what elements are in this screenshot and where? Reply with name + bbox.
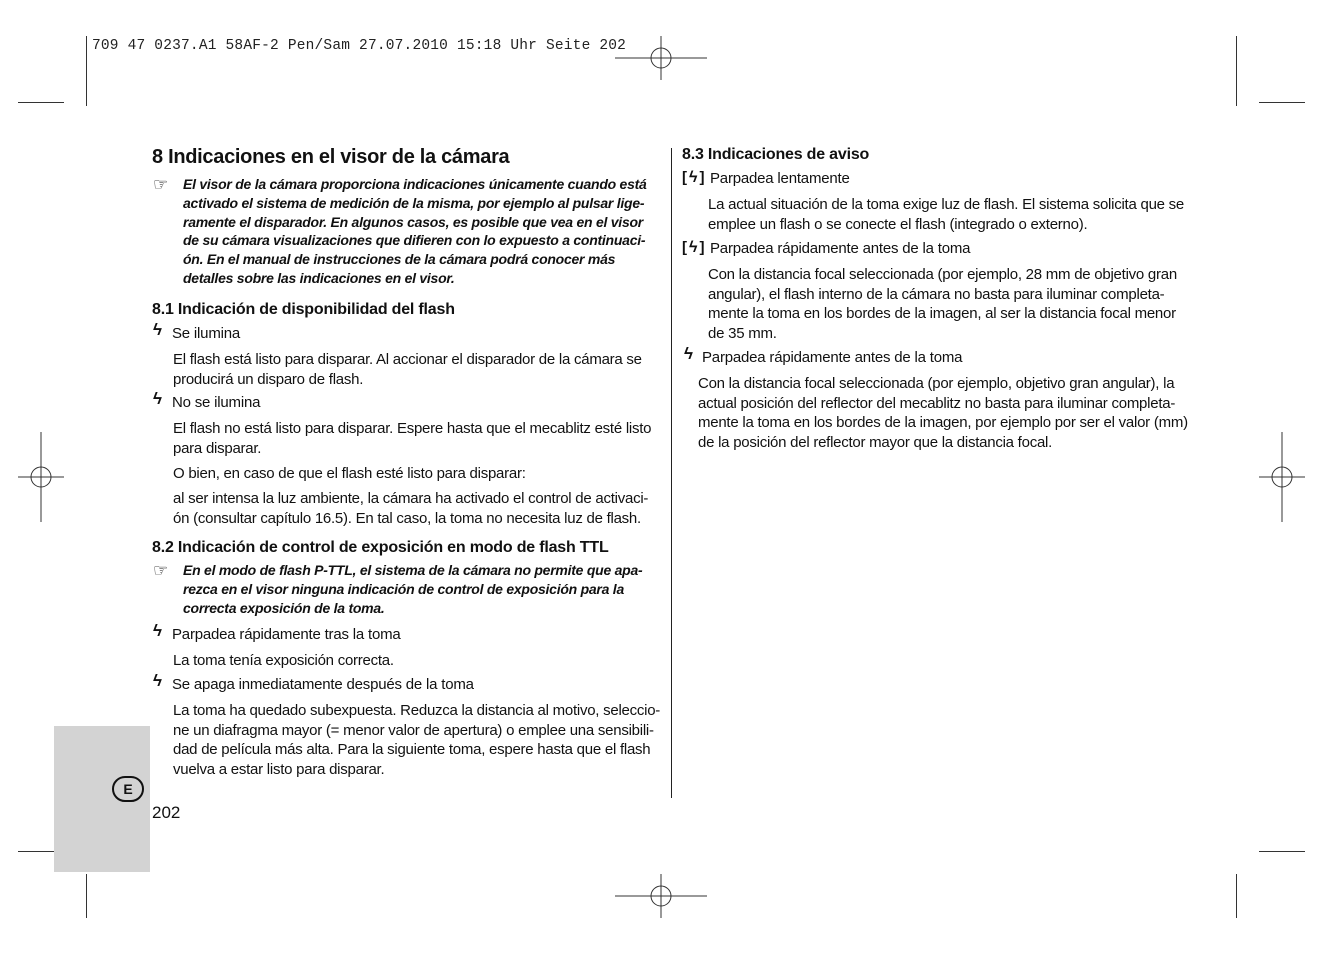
- item-text: al ser intensa la luz ambiente, la cámara ha activado el control de activaci- ón (consultar capítulo 16.5). En tal caso, la toma no necesita luz de flash.: [173, 490, 649, 527]
- item-label: Se ilumina: [172, 325, 241, 342]
- item-text: O bien, en caso de que el flash esté listo para disparar:: [173, 465, 526, 482]
- registration-mark-left: [18, 432, 64, 522]
- item-label: Parpadea rápidamente antes de la toma: [702, 349, 963, 366]
- bracketed-flash-icon: [ ϟ ]: [682, 169, 705, 186]
- lightning-bolt-icon: ϟ: [689, 169, 698, 186]
- item-text: La toma ha quedado subexpuesta. Reduzca la distancia al motivo, seleccio- ne un diafragma mayor (= menor valor de apertura) o emplee una sensibili- dad de película más alta. Para la siguiente toma, espere hasta que el flash vuelva a estar listo para disparar.: [173, 702, 661, 779]
- intro-note: El visor de la cámara proporciona indicaciones únicamente cuando está activado el sistema de medición de la misma, por ejemplo al pulsar lige- ramente el disparador. En algunos casos, es posible que vea en el visor de su cámara visualizaciones que difieren con lo expuesto a continuaci- ón. En el manual de instrucciones de la cámara podrá conocer más detalles sobre las indicaciones en el visor.: [183, 176, 647, 286]
- lightning-bolt-icon: ϟ: [689, 239, 698, 256]
- lightning-bolt-icon: ϟ: [153, 621, 162, 640]
- item-label: No se ilumina: [172, 394, 261, 411]
- item-text: El flash está listo para disparar. Al accionar el disparador de la cámara se producirá un disparo de flash.: [173, 351, 642, 388]
- language-badge: E: [112, 776, 144, 802]
- item-text: El flash no está listo para disparar. Espere hasta que el mecablitz esté listo para disparar.: [173, 420, 652, 457]
- print-header: 709 47 0237.A1 58AF-2 Pen/Sam 27.07.2010 15:18 Uhr Seite 202: [92, 38, 627, 54]
- heading-8-3: 8.3 Indicaciones de aviso: [682, 146, 870, 163]
- registration-mark-right: [1259, 432, 1305, 522]
- pointing-hand-icon: ☞: [153, 561, 169, 580]
- item-text: La actual situación de la toma exige luz de flash. El sistema solicita que se emplee un flash o se conecte el flash (integrado o externo).: [708, 196, 1185, 233]
- item-label: Parpadea rápidamente antes de la toma: [710, 240, 971, 257]
- pointing-hand-icon: ☞: [153, 175, 169, 194]
- registration-mark-top: [615, 36, 707, 80]
- item-label: Parpadea rápidamente tras la toma: [172, 626, 401, 643]
- item-text: Con la distancia focal seleccionada (por ejemplo, 28 mm de objetivo gran angular), el flash interno de la cámara no basta para iluminar completa- mente la toma en los bordes de la imagen, al ser la distancia focal menor de 35 mm.: [708, 266, 1177, 343]
- lightning-bolt-icon: ϟ: [153, 320, 162, 339]
- lightning-bolt-icon: ϟ: [153, 389, 162, 408]
- section-title: 8 Indicaciones en el visor de la cámara: [152, 146, 510, 168]
- bracketed-flash-icon: [ ϟ ]: [682, 239, 705, 256]
- item-label: Parpadea lentamente: [710, 170, 850, 187]
- page-number: 202: [152, 803, 181, 822]
- lightning-bolt-icon: ϟ: [684, 344, 693, 363]
- heading-8-2: 8.2 Indicación de control de exposición en modo de flash TTL: [152, 539, 609, 556]
- item-text: La toma tenía exposición correcta.: [173, 652, 394, 669]
- ttl-note: En el modo de flash P-TTL, el sistema de la cámara no permite que apa- rezca en el visor ninguna indicación de control de exposición para la correcta exposición de la toma.: [183, 562, 643, 616]
- heading-8-1: 8.1 Indicación de disponibilidad del flash: [152, 301, 455, 318]
- column-divider: [671, 148, 672, 798]
- item-text: Con la distancia focal seleccionada (por ejemplo, objetivo gran angular), la actual posición del reflector del mecablitz no basta para iluminar completa- mente la toma en los bordes de la imagen, por ejemplo por ser el valor (mm) de la posición del reflector mayor que la distancia focal.: [698, 375, 1188, 452]
- lightning-bolt-icon: ϟ: [153, 671, 162, 690]
- item-label: Se apaga inmediatamente después de la toma: [172, 676, 474, 693]
- registration-mark-bottom: [615, 874, 707, 918]
